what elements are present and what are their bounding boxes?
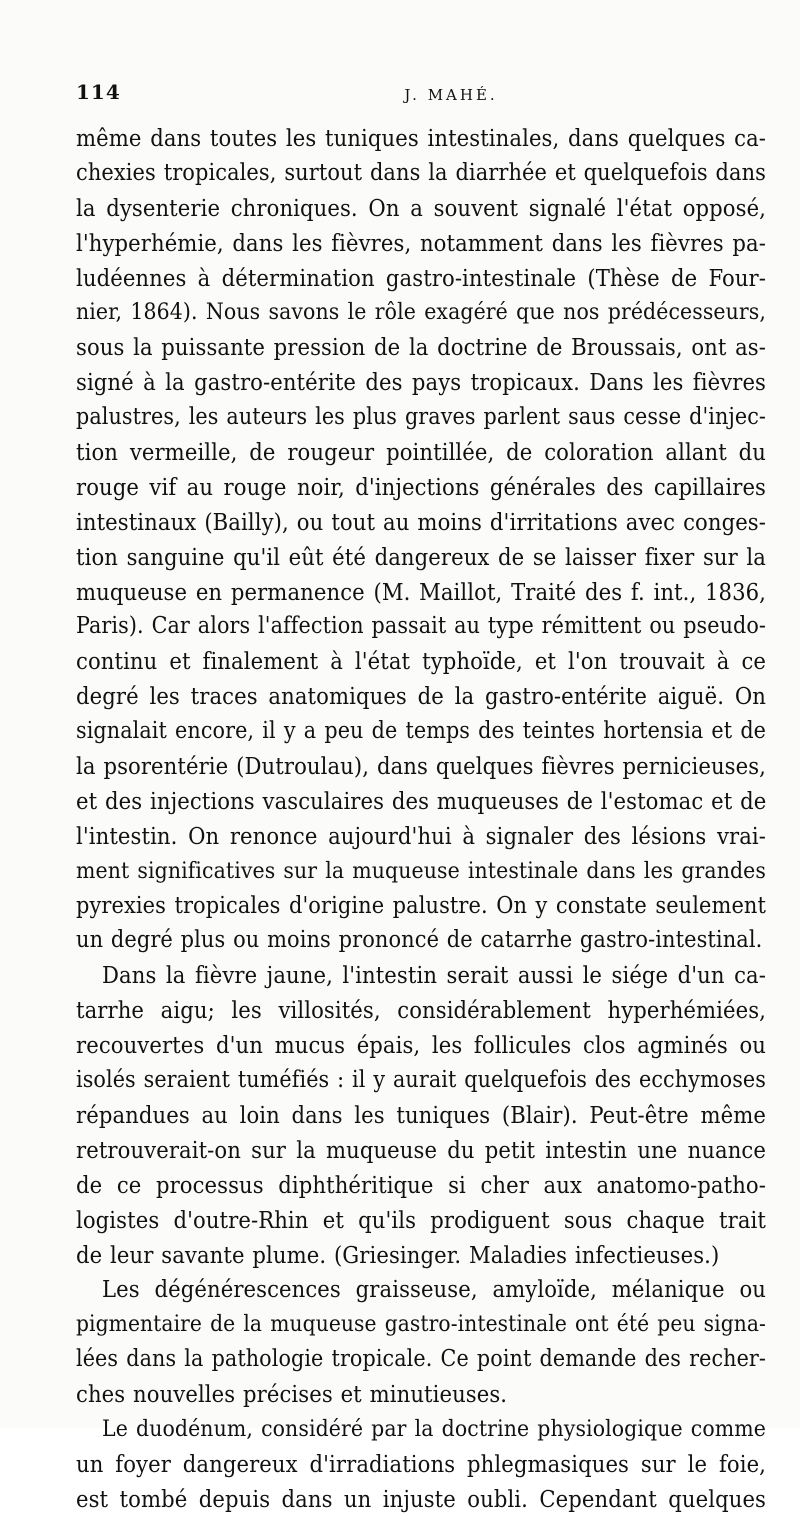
text-line: pigmentaire de la muqueuse gastro-intestinale ont été peu signa- (76, 1311, 766, 1338)
text-line: chexies tropicales, surtout dans la diarrhée et quelquefois dans (76, 158, 766, 186)
text-line: tarrhe aigu; les villosités, considérablement hyperhémiées, (76, 996, 766, 1025)
page-number: 114 (76, 80, 121, 104)
text-line: tion sanguine qu'il eût été dangereux de se laisser fixer sur la (76, 542, 766, 571)
text-line: retrouverait-on sur la muqueuse du petit intestin une nuance (76, 1135, 766, 1164)
text-line: de leur savante plume. (Griesinger. Maladies infectieuses.) (76, 1240, 720, 1269)
text-line: muqueuse en permanence (M. Maillot, Traité des f. int., 1836, (76, 577, 766, 606)
text-line: un degré plus ou moins prononcé de catarrhe gastro-intestinal. (76, 926, 763, 954)
text-line: de ce processus diphthéritique si cher aux anatomo-patho- (76, 1170, 766, 1199)
text-line: ludéennes à détermination gastro-intestinale (Thèse de Four- (76, 263, 766, 292)
text-line: degré les traces anatomiques de la gastro-entérite aiguë. On (76, 682, 766, 711)
text-line: signé à la gastro-entérite des pays tropicaux. Dans les fièvres (76, 368, 766, 397)
text-line: même dans toutes les tuniques intestinales, dans quelques ca- (76, 124, 766, 152)
text-line: lées dans la pathologie tropicale. Ce point demande des recher- (76, 1346, 766, 1373)
running-head: J. MAHÉ. (404, 86, 498, 104)
text-line: logistes d'outre-Rhin et qu'ils prodiguent sous chaque trait (76, 1205, 766, 1234)
text-line: tion vermeille, de rougeur pointillée, de coloration allant du (76, 438, 766, 467)
text-line: nier, 1864). Nous savons le rôle exagéré que nos prédécesseurs, (76, 299, 766, 326)
text-line: continu et finalement à l'état typhoïde, et l'on trouvait à ce (76, 647, 766, 676)
text-line: l'intestin. On renonce aujourd'hui à signaler des lésions vrai- (76, 821, 766, 850)
text-line: est tombé depuis dans un injuste oubli. Cependant quelques (76, 1484, 766, 1513)
text-line: pyrexies tropicales d'origine palustre. On y constate seulement (76, 891, 766, 919)
text-line: la psorentérie (Dutroulau), dans quelques fièvres pernicieuses, (76, 752, 766, 781)
text-line: isolés seraient tuméfiés : il y aurait quelquefois des ecchymoses (76, 1067, 766, 1094)
text-line: Paris). Car alors l'affection passait au type rémittent ou pseudo- (76, 613, 766, 640)
text-line: la dysenterie chroniques. On a souvent signalé l'état opposé, (76, 193, 766, 222)
text-line: recouvertes d'un mucus épais, les follicules clos agminés ou (76, 1031, 766, 1060)
text-line: rouge vif au rouge noir, d'injections générales des capillaires (76, 472, 766, 501)
text-line: et des injections vasculaires des muqueuses de l'estomac et de (76, 786, 767, 815)
text-line: l'hyperhémie, dans les fièvres, notamment dans les fièvres pa- (76, 228, 766, 257)
text-line: palustres, les auteurs les plus graves parlent saus cesse d'injec- (76, 404, 766, 431)
page-header (76, 80, 766, 110)
text-line: un foyer dangereux d'irradiations phlegmasiques sur le foie, (76, 1449, 766, 1478)
text-line: Le duodénum, considéré par la doctrine physiologique comme (102, 1415, 766, 1442)
text-line: ches nouvelles précises et minutieuses. (76, 1380, 508, 1409)
text-line: ment significatives sur la muqueuse intestinale dans les grandes (76, 857, 766, 884)
body-text (76, 121, 766, 1517)
text-line: signalait encore, il y a peu de temps des teintes hortensia et de (76, 718, 766, 745)
text-line: intestinaux (Bailly), ou tout au moins d'irritations avec conges- (76, 507, 766, 536)
text-line: Les dégénérescences graisseuse, amyloïde, mélanique ou (102, 1275, 766, 1304)
text-line: sous la puissante pression de la doctrine de Broussais, ont as- (76, 333, 766, 362)
text-line: Dans la fièvre jaune, l'intestin serait aussi le siége d'un ca- (102, 961, 766, 990)
text-line: répandues au loin dans les tuniques (Blair). Peut-être même (76, 1100, 766, 1129)
